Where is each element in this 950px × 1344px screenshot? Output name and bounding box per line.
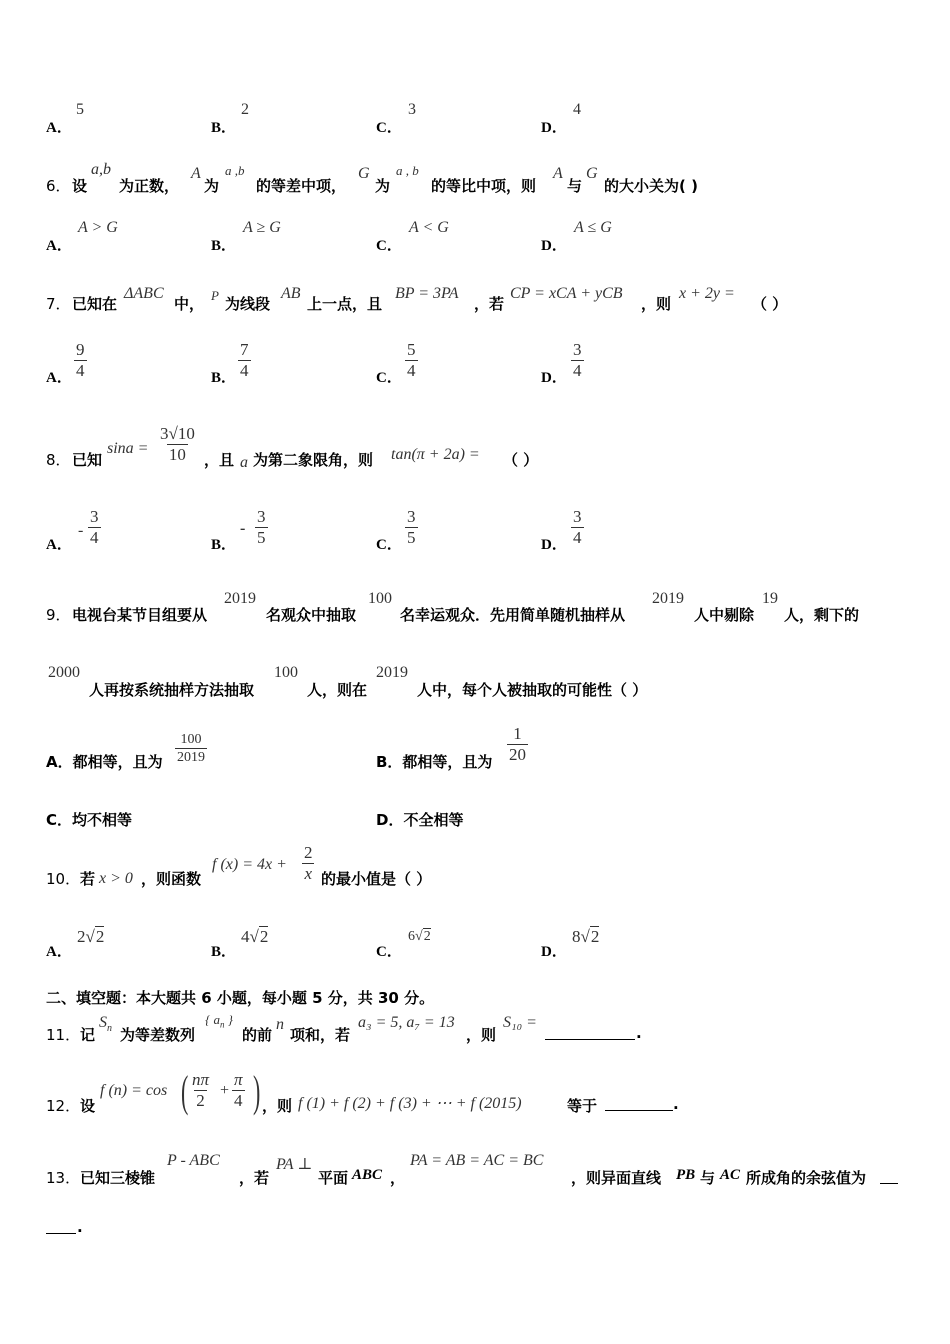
q5-option-d-value: 4 xyxy=(573,101,581,118)
q12-math: f (1) + f (2) + f (3) + ⋯ + f (2015) xyxy=(298,1095,522,1112)
q11-math: n xyxy=(276,1016,284,1033)
q9-option-a: A．都相等，且为 xyxy=(46,753,163,771)
q7-option-d-label: D． xyxy=(541,370,567,386)
q5-option-b-label: B． xyxy=(211,120,237,136)
q6-text: 为 xyxy=(204,177,220,195)
q10-text: 的最小值是（ ） xyxy=(321,870,432,888)
q10-number: 10． xyxy=(46,870,81,888)
q9-text: 名幸运观众．先用简单随机抽样从 xyxy=(400,606,626,624)
q7-text: ，若 xyxy=(474,295,505,313)
q6-option-c-value: A < G xyxy=(409,219,449,236)
q13-text: 所成角的余弦值为 xyxy=(746,1169,867,1187)
q6-math: G xyxy=(586,165,598,182)
q13-text: ，若 xyxy=(239,1169,270,1187)
q10-option-d-value: 8√2 xyxy=(572,927,600,946)
q13-text: 已知三棱锥 xyxy=(80,1169,156,1187)
q8-text: （ ） xyxy=(503,451,539,469)
q7-math: BP = 3PA xyxy=(395,285,459,302)
q6-math: G xyxy=(358,165,370,182)
q9-option-d: D．不全相等 xyxy=(376,811,464,829)
q13-math: ABC xyxy=(352,1167,383,1183)
q7-number: 7． xyxy=(46,295,71,313)
q6-option-a-label: A． xyxy=(46,238,72,254)
q13-text: ， xyxy=(390,1169,406,1187)
q13-number: 13． xyxy=(46,1169,81,1187)
q11-text: 的前 xyxy=(242,1026,273,1044)
q6-text: 的等比中项，则 xyxy=(431,177,537,195)
q9-option-a-fraction: $\frac{100}{2019}$ xyxy=(177,732,205,765)
q9-text: 人，则在 xyxy=(307,681,368,699)
q11-text: . xyxy=(636,1024,642,1042)
q6-math: a , b xyxy=(396,163,419,178)
q7-option-a-fraction: $\frac{9}{4}$ xyxy=(76,340,85,380)
q6-math: a,b xyxy=(91,161,111,178)
q5-option-a-value: 5 xyxy=(76,101,84,118)
q9-option-c: C．均不相等 xyxy=(46,811,133,829)
q7-text: （ ） xyxy=(752,295,788,313)
q8-option-b-sign: - xyxy=(240,520,246,537)
q12-number: 12． xyxy=(46,1097,81,1115)
q9-math: 2019 xyxy=(376,664,408,681)
q5-option-b-value: 2 xyxy=(241,101,249,118)
q9-option-b-fraction: $\frac{1}{20}$ xyxy=(509,724,526,764)
q10-math: f (x) = 4x + xyxy=(212,856,287,873)
q8-option-c-label: C． xyxy=(376,537,402,553)
q7-option-b-fraction: $\frac{7}{4}$ xyxy=(240,340,249,380)
q5-option-d-label: D． xyxy=(541,120,567,136)
q11-math: a₃ = 5, a₇ = 13 xyxy=(358,1014,455,1031)
q6-math: A xyxy=(553,165,563,182)
q6-text: 设 xyxy=(72,177,88,195)
q13-math: P - ABC xyxy=(167,1152,220,1169)
q13-text: 平面 xyxy=(318,1169,349,1187)
q7-option-c-label: C． xyxy=(376,370,402,386)
q6-option-b-value: A ≥ G xyxy=(243,219,281,236)
q8-text: ，且 xyxy=(204,451,235,469)
q9-text: 人再按系统抽样方法抽取 xyxy=(89,681,255,699)
q13-math: AC xyxy=(720,1167,741,1183)
q12-fraction-2: $\frac{\pi}{4}$ xyxy=(234,1070,243,1110)
q11-math: { $a_n$ } xyxy=(205,1012,233,1030)
q8-option-a-sign: - xyxy=(78,522,84,539)
q13-math: PA = AB = AC = BC xyxy=(410,1152,544,1169)
q12-text: ，则 xyxy=(262,1097,293,1115)
q5-option-c-value: 3 xyxy=(408,101,416,118)
q11-number: 11． xyxy=(46,1026,81,1044)
q10-option-c-label: C． xyxy=(376,944,402,960)
q6-text: 为正数， xyxy=(119,177,180,195)
q8-text: 为第二象限角，则 xyxy=(253,451,374,469)
q12-answer-blank[interactable] xyxy=(605,1109,673,1111)
q8-math: sina = xyxy=(107,440,149,457)
q11-text: 为等差数列 xyxy=(120,1026,196,1044)
section-2-heading: 二、填空题：本大题共 6 小题，每小题 5 分，共 30 分。 xyxy=(46,989,435,1007)
q10-option-c-value: 6√2 xyxy=(408,929,431,944)
q9-text: 电视台某节目组要从 xyxy=(72,606,208,624)
q6-option-a-value: A > G xyxy=(78,219,118,236)
q12-text: 设 xyxy=(80,1097,96,1115)
q13-answer-blank-cont[interactable] xyxy=(46,1232,76,1234)
q12-math: f (n) = cos xyxy=(100,1082,168,1099)
q12-fraction-1: $\frac{n\pi}{2}$ xyxy=(192,1070,210,1110)
q13-text: 与 xyxy=(700,1169,716,1187)
q10-option-a-value: 2√2 xyxy=(77,927,105,946)
q9-math: 2019 xyxy=(652,590,684,607)
q8-sin-fraction: $\frac{3√10}{10}$ xyxy=(160,424,195,464)
q9-math: 100 xyxy=(274,664,298,681)
q6-option-d-value: A ≤ G xyxy=(574,219,612,236)
q10-fraction: $\frac{2}{x}$ xyxy=(304,843,313,883)
q11-answer-blank[interactable] xyxy=(545,1038,635,1040)
q9-text: 人中，每个人被抽取的可能性（ ） xyxy=(417,681,648,699)
q9-number: 9． xyxy=(46,606,71,624)
q11-text: 记 xyxy=(80,1026,96,1044)
q8-math: a xyxy=(240,454,248,471)
q6-text: 的等差中项， xyxy=(256,177,347,195)
q12-text: 等于 xyxy=(567,1097,598,1115)
q10-option-b-label: B． xyxy=(211,944,237,960)
q7-option-d-fraction: $\frac{3}{4}$ xyxy=(573,340,582,380)
q9-math: 2019 xyxy=(224,590,256,607)
q10-math: x > 0 xyxy=(99,870,133,887)
q8-option-b-label: B． xyxy=(211,537,237,553)
q8-option-b-fraction: $\frac{3}{5}$ xyxy=(257,507,266,547)
q7-text: 上一点，且 xyxy=(307,295,383,313)
q8-math: tan(π + 2a) = xyxy=(391,446,480,463)
q10-option-d-label: D． xyxy=(541,944,567,960)
q8-option-a-fraction: $\frac{3}{4}$ xyxy=(90,507,99,547)
q13-text: ，则异面直线 xyxy=(571,1169,662,1187)
q6-number: 6． xyxy=(46,177,71,195)
q9-text: 人中剔除 xyxy=(694,606,755,624)
q7-math: AB xyxy=(281,285,301,302)
q7-text: 已知在 xyxy=(72,295,118,313)
q8-option-d-fraction: $\frac{3}{4}$ xyxy=(573,507,582,547)
q11-math: S₁₀ = xyxy=(503,1014,537,1031)
q10-text: 若 xyxy=(80,870,96,888)
q6-text: 与 xyxy=(567,177,583,195)
q10-option-b-value: 4√2 xyxy=(241,927,269,946)
q7-math: ΔABC xyxy=(124,285,164,302)
q10-text: ，则函数 xyxy=(141,870,202,888)
q12-text: . xyxy=(673,1095,679,1113)
q7-math: P xyxy=(211,288,219,303)
q9-text: 人，剩下的 xyxy=(784,606,860,624)
q6-option-b-label: B． xyxy=(211,238,237,254)
q7-math: CP = xCA + yCB xyxy=(510,285,623,302)
q5-option-a-label: A． xyxy=(46,120,72,136)
q12-plus: + xyxy=(220,1082,230,1099)
q7-math: x + 2y = xyxy=(679,285,735,302)
q9-option-b: B．都相等，且为 xyxy=(376,753,493,771)
q9-math: 19 xyxy=(762,590,778,607)
q13-answer-blank[interactable] xyxy=(880,1182,898,1184)
q8-number: 8． xyxy=(46,451,71,469)
q6-text: 的大小关为( ) xyxy=(604,177,698,195)
q6-option-c-label: C． xyxy=(376,238,402,254)
q7-option-a-label: A． xyxy=(46,370,72,386)
q6-math: A xyxy=(191,165,201,182)
q9-math: 2000 xyxy=(48,664,80,681)
q6-text: 为 xyxy=(375,177,391,195)
q10-option-a-label: A． xyxy=(46,944,72,960)
q12-right-paren: ) xyxy=(253,1067,261,1116)
q8-option-d-label: D． xyxy=(541,537,567,553)
q6-math: a ,b xyxy=(225,163,245,178)
q7-option-b-label: B． xyxy=(211,370,237,386)
q7-text: 为线段 xyxy=(225,295,271,313)
q8-text: 已知 xyxy=(72,451,103,469)
q11-math: $S_n$ xyxy=(99,1014,112,1035)
q13-text: . xyxy=(77,1218,83,1236)
q8-option-a-label: A． xyxy=(46,537,72,553)
q9-math: 100 xyxy=(368,590,392,607)
q11-text: 项和，若 xyxy=(290,1026,351,1044)
q9-text: 名观众中抽取 xyxy=(266,606,357,624)
q11-text: ，则 xyxy=(466,1026,497,1044)
q13-math: PB xyxy=(676,1167,696,1183)
q7-text: ，则 xyxy=(641,295,672,313)
q12-left-paren: ( xyxy=(181,1067,189,1116)
q7-text: 中， xyxy=(174,295,205,313)
q7-option-c-fraction: $\frac{5}{4}$ xyxy=(407,340,416,380)
q5-option-c-label: C． xyxy=(376,120,402,136)
q6-option-d-label: D． xyxy=(541,238,567,254)
q8-option-c-fraction: $\frac{3}{5}$ xyxy=(407,507,416,547)
q13-math: PA ⊥ xyxy=(276,1156,313,1173)
